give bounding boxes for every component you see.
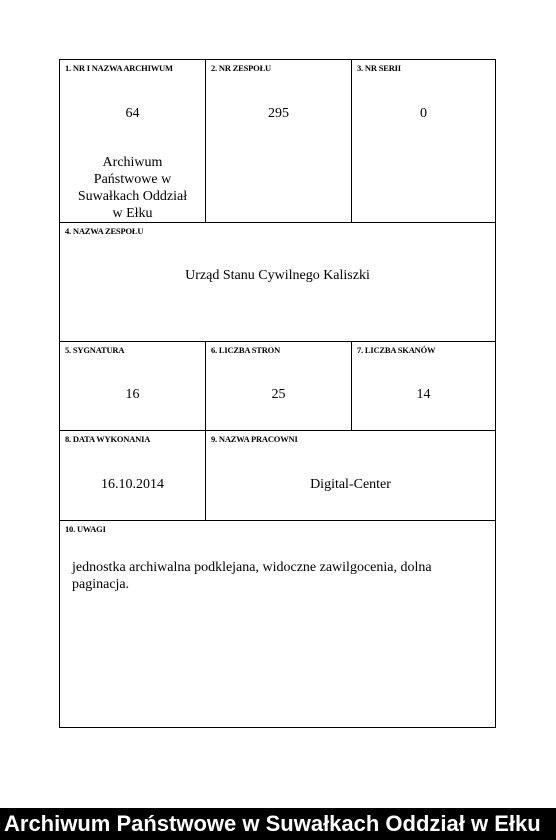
archive-name: Archiwum Państwowe w Suwałkach Oddział w Ełku <box>77 155 188 221</box>
row-fonds-name <box>60 223 495 342</box>
series-number-label: 3. NR SERII <box>357 63 401 73</box>
scan-count-label: 7. LICZBA SKANÓW <box>357 345 436 355</box>
fonds-number-label: 2. NR ZESPOŁU <box>211 63 271 73</box>
signature-cell <box>60 342 206 430</box>
date-label: 8. DATA WYKONANIA <box>65 434 151 444</box>
studio-label: 9. NAZWA PRACOWNI <box>211 434 298 444</box>
scan-count-cell <box>352 342 495 430</box>
signature-label: 5. SYGNATURA <box>65 345 125 355</box>
archive-cell <box>60 60 206 222</box>
archive-label: 1. NR I NAZWA ARCHIWUM <box>65 63 173 73</box>
row-archive-info <box>60 60 495 223</box>
archive-footer-banner <box>0 808 556 840</box>
series-number-cell <box>352 60 495 222</box>
date-value: 16.10.2014 <box>101 477 164 492</box>
metadata-form <box>59 59 496 728</box>
signature-value: 16 <box>125 387 140 402</box>
row-notes <box>60 521 495 727</box>
series-number-value: 0 <box>420 106 427 121</box>
scan-count-value: 14 <box>416 387 431 402</box>
archive-number: 64 <box>125 106 140 121</box>
date-cell <box>60 431 206 520</box>
fonds-name-label: 4. NAZWA ZESPOŁU <box>65 226 144 236</box>
row-counts <box>60 342 495 431</box>
page-count-cell <box>206 342 352 430</box>
fonds-name-value: Urząd Stanu Cywilnego Kaliszki <box>185 268 370 283</box>
notes-value: jednostka archiwalna podklejana, widoczne zawilgocenia, dolna paginacja. <box>72 560 432 592</box>
fonds-number-value: 295 <box>268 106 289 121</box>
footer-text: Archiwum Państwowe w Suwałkach Oddział w Ełku <box>4 811 541 836</box>
fonds-number-cell <box>206 60 352 222</box>
page-count-value: 25 <box>271 387 286 402</box>
studio-cell <box>206 431 495 520</box>
row-date-studio <box>60 431 495 521</box>
page-count-label: 6. LICZBA STRON <box>211 345 281 355</box>
studio-value: Digital-Center <box>310 477 391 492</box>
notes-label: 10. UWAGI <box>65 524 106 534</box>
